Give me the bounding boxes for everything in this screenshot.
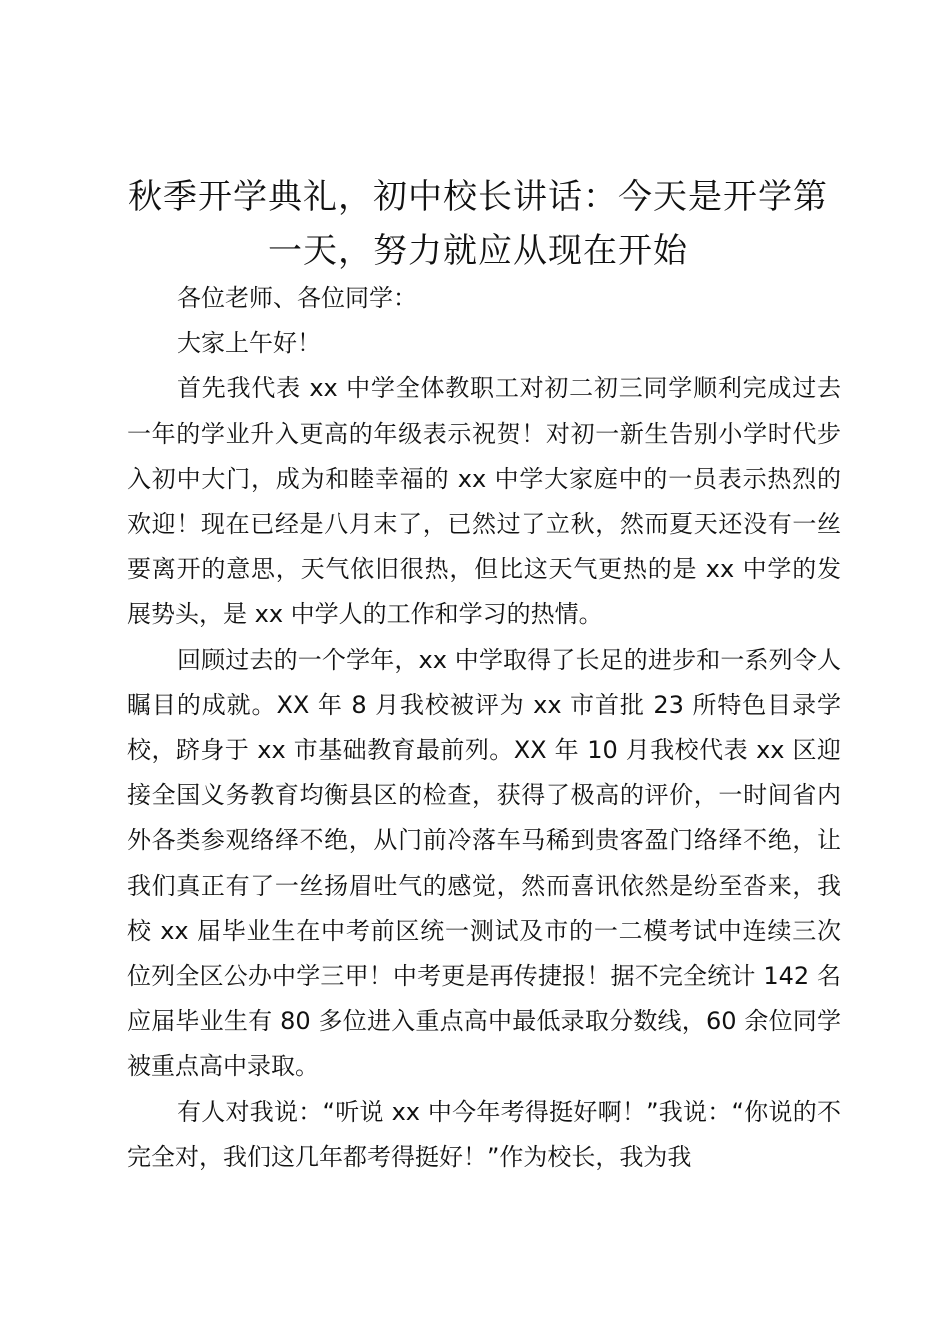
- body-paragraph-3: 有人对我说：“听说 xx 中今年考得挺好啊！”我说：“你说的不完全对，我们这几年都考得挺好！”作为校长，我为我: [127, 1097, 841, 1171]
- body-paragraph-1: 首先我代表 xx 中学全体教职工对初二初三同学顺利完成过去一年的学业升入更高的年级表示祝贺！对初一新生告别小学时代步入初中大门，成为和睦幸福的 xx 中学大家庭中的一员表示热烈的欢迎！现在已经是八月末了，已然过了立秋，然而夏天还没有一丝要离开的意思，天气依旧很热，但比这天气更热的是 xx 中学的发展势头，是 xx 中学人的工作和学习的热情。: [127, 374, 841, 629]
- greeting: 大家上午好！: [177, 329, 321, 358]
- title-line-1: 秋季开学典礼，初中校长讲话：今天是开学第: [128, 177, 828, 217]
- body-paragraph-2: 回顾过去的一个学年，xx 中学取得了长足的进步和一系列令人瞩目的成就。XX 年 8 月我校被评为 xx 市首批 23 所特色目录学校，跻身于 xx 市基础教育最前列。XX 年 10 月我校代表 xx 区迎接全国义务教育均衡县区的检查，获得了极高的评价，一时间省内外各类参观络绎不绝，从门前冷落车马稀到贵客盈门络绎不绝，让我们真正有了一丝扬眉吐气的感觉，然而喜讯依然是纷至沓来，我校 xx 届毕业生在中考前区统一测试及市的一二模考试中连续三次位列全区公办中学三甲！中考更是再传捷报！据不完全统计 142 名应届毕业生有 80 多位进入重点高中最低录取分数线，60 余位同学被重点高中录取。: [127, 645, 841, 1081]
- title-line-2: 一天，努力就应从现在开始: [268, 231, 688, 271]
- document-title: [118, 170, 838, 278]
- document-body: [127, 276, 841, 1180]
- salutation: 各位老师、各位同学：: [177, 284, 417, 312]
